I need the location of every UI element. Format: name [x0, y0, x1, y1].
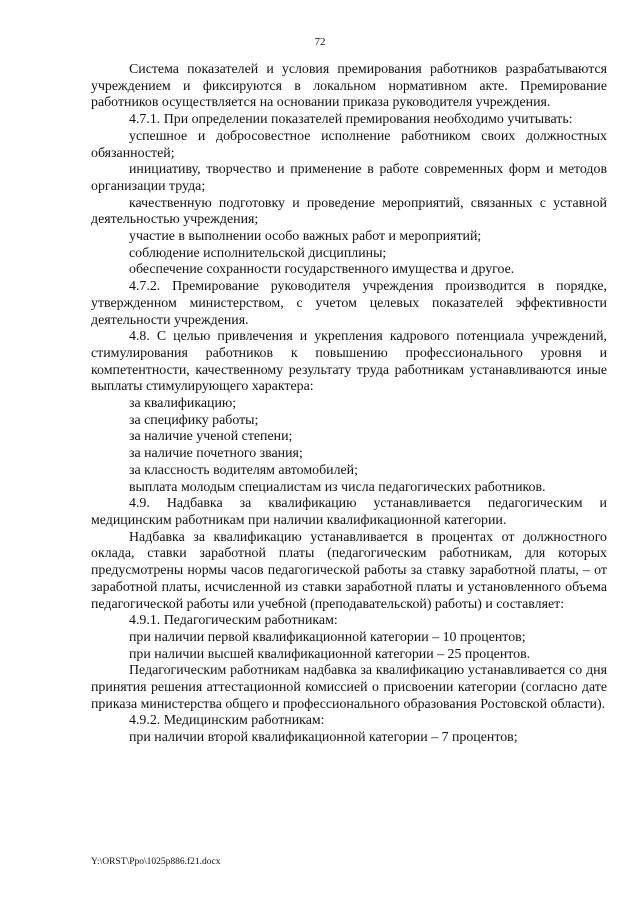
- document-body: [91, 62, 607, 747]
- page-number: 72: [314, 36, 326, 48]
- paragraph: инициативу, творчество и применение в работе современных форм и методов организации труда;: [91, 162, 607, 194]
- paragraph: Надбавка за квалификацию устанавливается в процентах от должностного оклада, ставки заработной платы (педагогическим работникам, для которых предусмотрены нормы часов педагогической работы за ставку заработной платы, – от заработной платы, исчисленной из ставки заработной платы и установленного объема педагогической работы или учебной (преподавательской) работы) и составляет:: [91, 529, 607, 612]
- list-item: за классность водителям автомобилей;: [129, 462, 358, 478]
- list-item: выплата молодым специалистам из числа педагогических работников.: [129, 479, 546, 495]
- paragraph: Педагогическим работникам надбавка за квалификацию устанавливается со дня принятия решения аттестационной комиссией о присвоении категории (согласно дате приказа министерства общего и профессионального образования Ростовской области).: [91, 663, 607, 712]
- paragraph: Система показателей и условия премирования работников разрабатываются учреждением и фиксируются в локальном нормативном акте. Премирование работников осуществляется на основании приказа руководителя учреждения.: [91, 62, 607, 111]
- list-item: за квалификацию;: [129, 396, 237, 412]
- paragraph: 4.8. С целью привлечения и укрепления кадрового потенциала учреждений, стимулирования работников к повышению профессионального уровня и компетентности, качественному результату труда работникам устанавливаются иные выплаты стимулирующего характера:: [91, 329, 607, 395]
- list-item: при наличии первой квалификационной категории – 10 процентов;: [129, 629, 526, 645]
- footer-file-path: Y:\ORST\Ppo\1025p886.f21.docx: [91, 857, 221, 867]
- list-item: за специфику работы;: [129, 412, 259, 428]
- paragraph: 4.7.1. При определении показателей премирования необходимо учитывать:: [129, 112, 573, 128]
- paragraph: 4.7.2. Премирование руководителя учреждения производится в порядке, утвержденном министерством, с учетом целевых показателей эффективности деятельности учреждения.: [91, 279, 607, 328]
- paragraph: обеспечение сохранности государственного имущества и другое.: [129, 262, 515, 278]
- list-item: за наличие почетного звания;: [129, 446, 303, 462]
- list-item: при наличии высшей квалификационной категории – 25 процентов.: [129, 646, 531, 662]
- paragraph: 4.9.2. Медицинским работникам:: [129, 713, 325, 729]
- paragraph: качественную подготовку и проведение мероприятий, связанных с уставной деятельностью учреждения;: [91, 195, 607, 228]
- paragraph: соблюдение исполнительской дисциплины;: [129, 245, 387, 261]
- paragraph: 4.9.1. Педагогическим работникам:: [129, 613, 338, 629]
- paragraph: успешное и добросовестное исполнение работником своих должностных обязанностей;: [91, 128, 607, 161]
- paragraph: участие в выполнении особо важных работ и мероприятий;: [129, 229, 482, 245]
- list-item: при наличии второй квалификационной категории – 7 процентов;: [129, 730, 518, 746]
- list-item: за наличие ученой степени;: [129, 429, 293, 445]
- paragraph: 4.9. Надбавка за квалификацию устанавливается педагогическим и медицинским работникам при наличии квалификационной категории.: [91, 496, 607, 528]
